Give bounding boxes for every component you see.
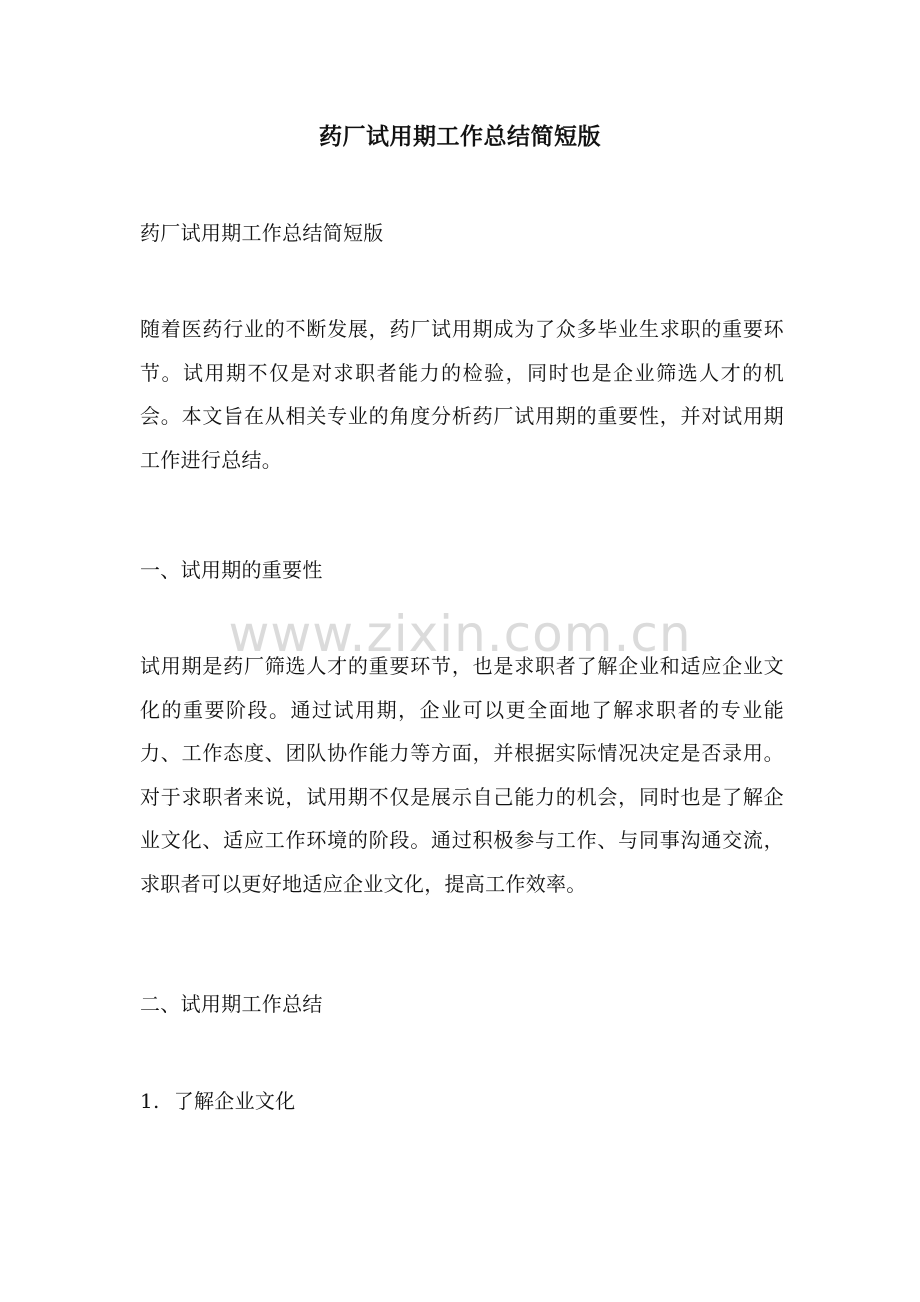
list-item-number: 1. bbox=[140, 1089, 160, 1113]
intro-paragraph: 随着医药行业的不断发展，药厂试用期成为了众多毕业生求职的重要环节。试用期不仅是对求职者能力的检验，同时也是企业筛选人才的机会。本文旨在从相关专业的角度分析药厂试用期的重要性，并对试用期工作进行总结。 bbox=[140, 317, 784, 472]
watermark: www.zixin.com.cn bbox=[228, 605, 692, 663]
section-heading-importance: 一、试用期的重要性 bbox=[140, 558, 323, 582]
list-item bbox=[140, 1080, 784, 1124]
document-title: 药厂试用期工作总结简短版 bbox=[319, 123, 601, 150]
list-item-text: 了解企业文化 bbox=[173, 1089, 296, 1113]
document-subtitle: 药厂试用期工作总结简短版 bbox=[140, 221, 384, 245]
importance-paragraph: 试用期是药厂筛选人才的重要环节，也是求职者了解企业和适应企业文化的重要阶段。通过试用期，企业可以更全面地了解求职者的专业能力、工作态度、团队协作能力等方面，并根据实际情况决定是否录用。对于求职者来说，试用期不仅是展示自己能力的机会，同时也是了解企业文化、适应工作环境的阶段。通过积极参与工作、与同事沟通交流，求职者可以更好地适应企业文化，提高工作效率。 bbox=[140, 654, 784, 896]
section-heading-summary: 二、试用期工作总结 bbox=[140, 992, 323, 1016]
